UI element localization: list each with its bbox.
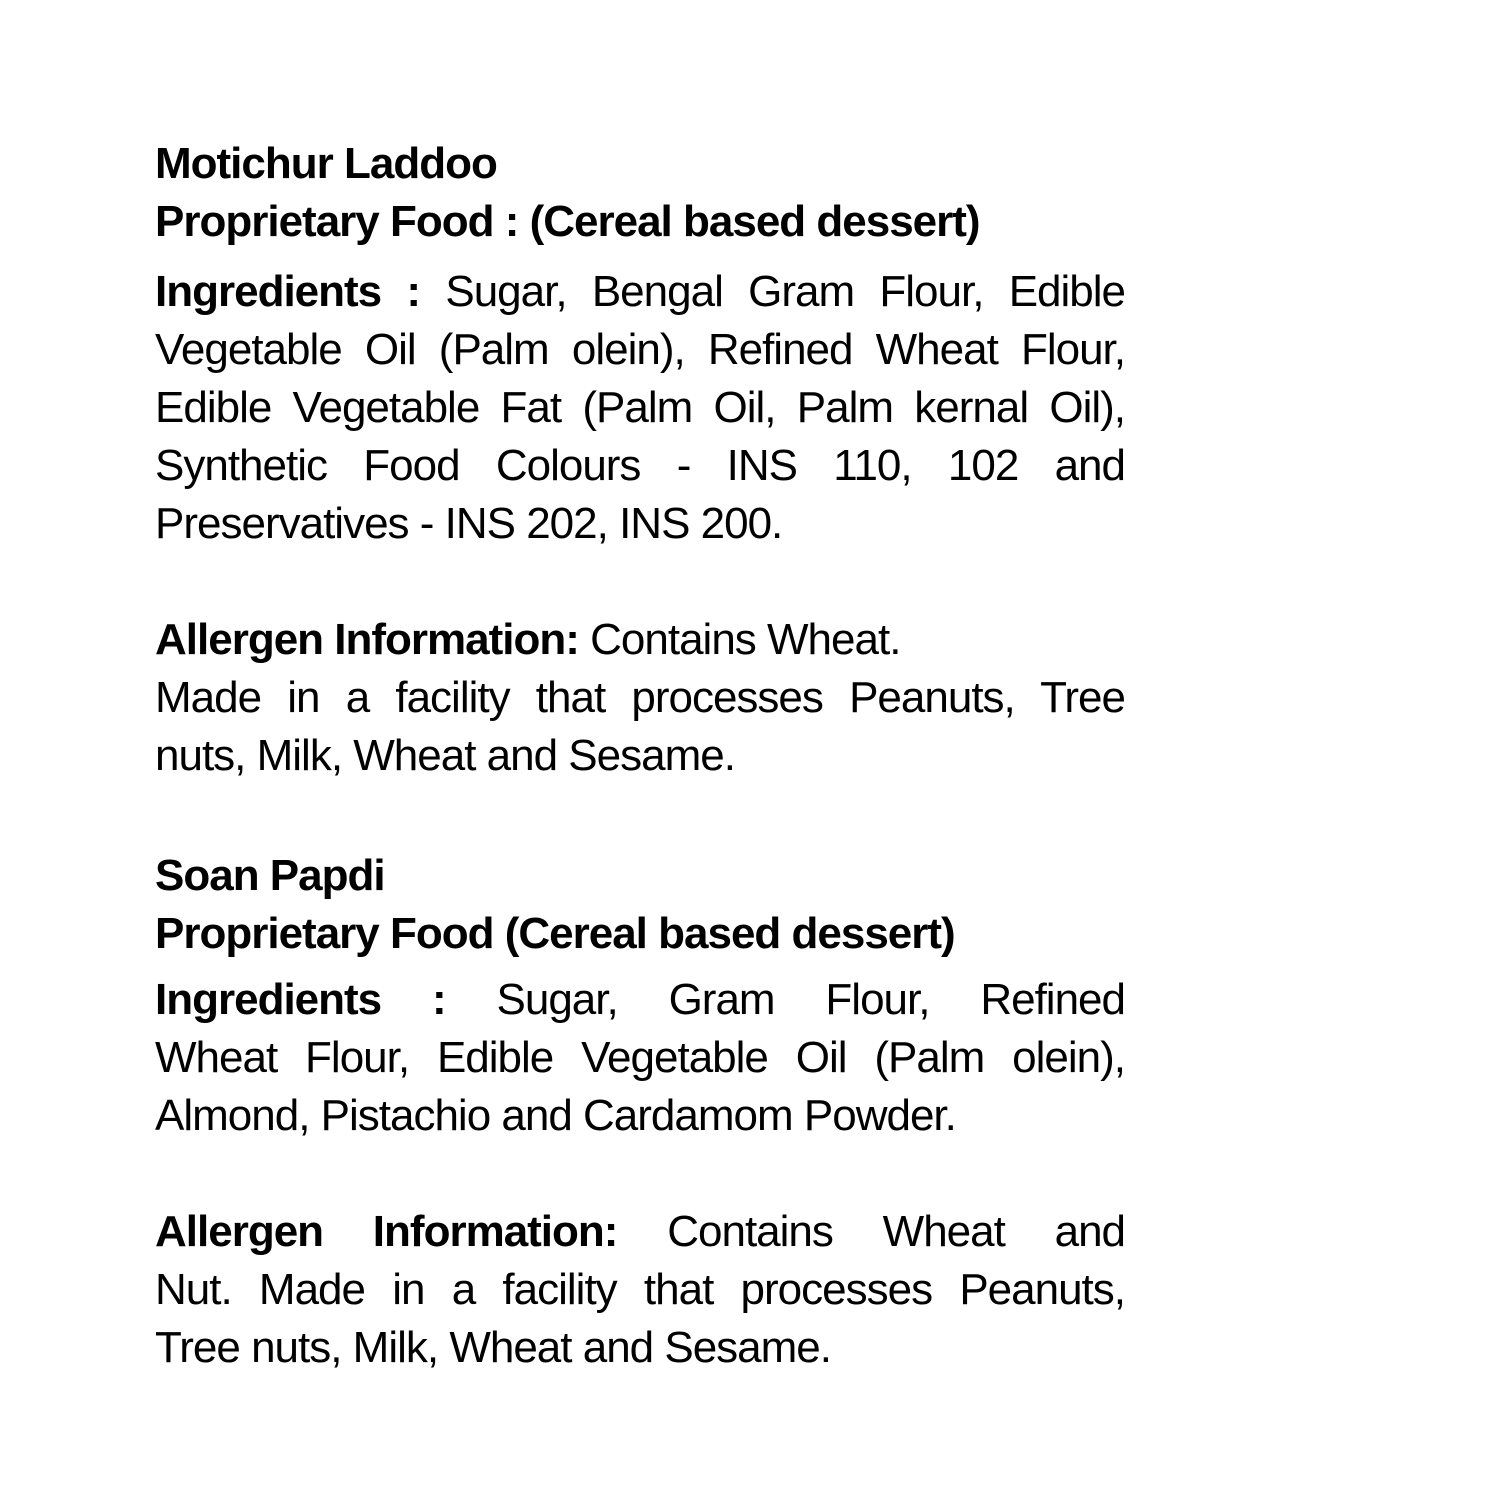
text-line: Synthetic Food Colours - INS 110, 102 and: [155, 441, 1125, 490]
text-line: Wheat Flour, Edible Vegetable Oil (Palm olein),: [155, 1033, 1125, 1082]
product-label-document: [155, 135, 1125, 1377]
text-line: [155, 1203, 1125, 1261]
product-subtitle: Proprietary Food (Cereal based dessert): [155, 909, 955, 958]
ingredients-paragraph: [155, 263, 1125, 553]
product-title: Motichur Laddoo: [155, 139, 497, 188]
product-title: Soan Papdi: [155, 851, 385, 900]
ingredients-label: Ingredients :: [155, 975, 446, 1024]
text-line: Almond, Pistachio and Cardamom Powder.: [155, 1091, 956, 1140]
section-soan-papdi: [155, 847, 1125, 1377]
text-line: Nut. Made in a facility that processes Peanuts,: [155, 1265, 1125, 1314]
text-line: nuts, Milk, Wheat and Sesame.: [155, 731, 735, 780]
ingredients-paragraph: [155, 971, 1125, 1145]
text-line: [155, 263, 1125, 321]
text-line: [155, 611, 1125, 669]
text-line-content: Contains Wheat.: [590, 615, 901, 664]
text-line-content: Sugar, Gram Flour, Refined: [496, 975, 1125, 1024]
text-line: [155, 971, 1125, 1029]
allergen-paragraph: [155, 1203, 1125, 1377]
text-line: Edible Vegetable Fat (Palm Oil, Palm kernal Oil),: [155, 383, 1125, 432]
text-line: Vegetable Oil (Palm olein), Refined Wheat Flour,: [155, 325, 1125, 374]
allergen-paragraph: [155, 611, 1125, 785]
allergen-label: Allergen Information:: [155, 1207, 618, 1256]
text-line: Tree nuts, Milk, Wheat and Sesame.: [155, 1323, 831, 1372]
text-line: Preservatives - INS 202, INS 200.: [155, 499, 783, 548]
section-motichur-laddoo: [155, 135, 1125, 785]
product-subtitle: Proprietary Food : (Cereal based dessert): [155, 197, 980, 246]
text-line-content: Contains Wheat and: [667, 1207, 1126, 1256]
text-line: Made in a facility that processes Peanuts, Tree: [155, 673, 1125, 722]
text-line-content: Sugar, Bengal Gram Flour, Edible: [445, 267, 1126, 316]
ingredients-label: Ingredients :: [155, 267, 421, 316]
allergen-label: Allergen Information:: [155, 615, 579, 664]
